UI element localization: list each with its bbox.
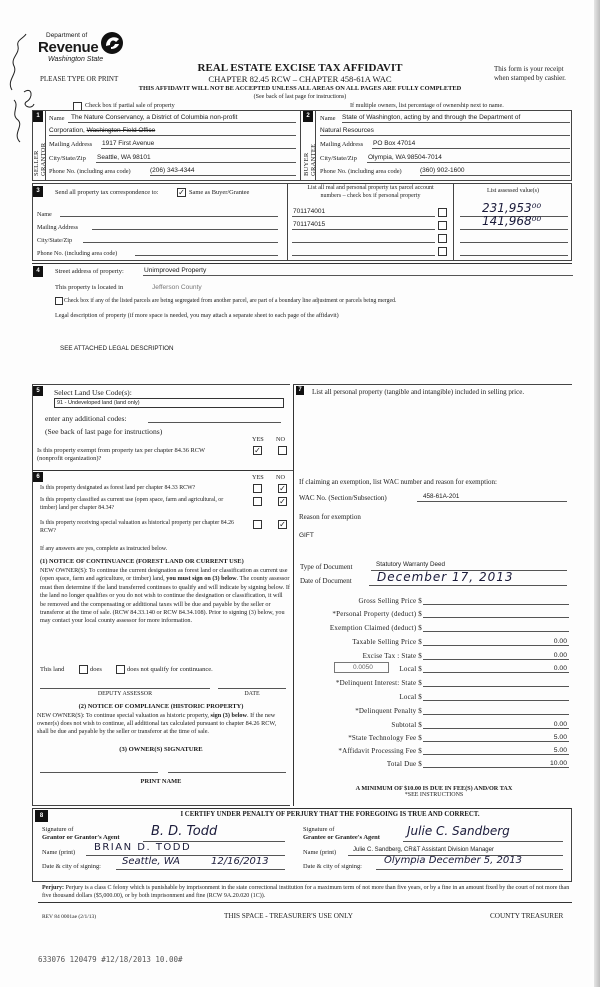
grantor-name: BRIAN D. TODD: [94, 842, 192, 853]
assessed-value-2: 141,968⁰⁰: [482, 214, 542, 228]
grantee-name-label: Name (print): [303, 849, 337, 856]
exemption-claimed-field[interactable]: [423, 623, 569, 632]
exemption-claimed-label: Exemption Claimed (deduct) $: [329, 624, 422, 632]
state-technology-fee-field[interactable]: [423, 733, 569, 742]
excise-local-field[interactable]: [423, 664, 569, 673]
taxable-selling-price-value: 0.00: [553, 638, 567, 645]
scan-edge: [594, 0, 600, 987]
exemption-instruction: If claiming an exemption, list WAC number and reason for exemption:: [299, 478, 497, 486]
deputy-assessor-line: [40, 688, 210, 689]
historical-yes-checkbox[interactable]: [253, 520, 262, 529]
seller-mailing-value: 1917 First Avenue: [102, 140, 155, 147]
corr-mailing-label: Mailing Address: [37, 224, 79, 231]
buyer-mailing-label: Mailing Address: [320, 141, 364, 148]
total-due-field[interactable]: [423, 759, 569, 768]
buyer-side-label: BUYER: [303, 152, 310, 176]
notice1-text-bold: you must sign on (3) below: [166, 575, 237, 583]
does-not-label: does not qualify for continuance.: [127, 666, 213, 673]
excise-local-value: 0.00: [553, 665, 567, 672]
parcel-number-field-4[interactable]: [292, 247, 435, 256]
seller-name-field[interactable]: [68, 113, 296, 123]
land-use-select[interactable]: [54, 398, 284, 408]
see-instructions-note: *SEE INSTRUCTIONS: [404, 792, 464, 798]
grantor-date-label: Date & city of signing:: [42, 863, 101, 870]
legal-description-label: Legal description of property (if more space is needed, you may attach a separate sheet to each page of the affidavit): [55, 313, 339, 319]
notice1-text-b: . The county assessor must then determine if the land transferred continues to qualify and will indicate by signing below. If the land no longer qualifies or you do not wish to continue the designation or classification, it will be removed and the compensating or additional taxes will be due and payable by the seller or transferor at the time of sale. (RCW 84.33.140 or RCW 84.34.108). Prior to signing (3) below, you may contact your local county assessor for more information.: [40, 575, 290, 625]
buyer-name-line2: Natural Resources: [320, 127, 374, 134]
taxable-selling-price-label: Taxable Selling Price $: [352, 638, 422, 646]
parcel-number-2: 701174015: [293, 221, 326, 228]
grantor-signature: B. D. Todd: [151, 824, 218, 839]
seller-phone-label: Phone No. (including area code): [49, 168, 131, 175]
exempt-no-checkbox[interactable]: [278, 446, 287, 455]
corr-city-field[interactable]: [83, 234, 278, 243]
logo-line3: Washington State: [48, 56, 104, 63]
does-label: does: [90, 666, 102, 673]
local-rate-value: 0.0050: [353, 664, 373, 671]
perjury-notice: [42, 884, 572, 900]
assessed-value-field-4[interactable]: [460, 247, 568, 256]
forest-land-question: Is this property designated as forest land per chapter 84.33 RCW?: [40, 485, 196, 491]
block-3-badge: 3: [33, 186, 43, 197]
corr-name-label: Name: [37, 211, 52, 218]
notice-continuance-text: [40, 567, 290, 626]
dor-logo-mark-icon: [100, 30, 124, 56]
delinquent-interest-local-label: Local $: [399, 693, 422, 701]
treasurer-stamp: 633076 120479 #12/18/2013 10.00#: [38, 955, 183, 964]
buyer-phone-field[interactable]: [420, 166, 570, 176]
gross-selling-price-label: Gross Selling Price $: [358, 597, 422, 605]
seller-name-value: The Nature Conservancy, a District of Columbia non-profit: [71, 114, 238, 121]
logo-line1: Department of: [46, 32, 88, 39]
document-type-value: Statutory Warranty Deed: [376, 561, 446, 568]
additional-codes-field[interactable]: [148, 413, 281, 423]
grantor-signature-label-1: Signature of: [42, 826, 74, 833]
county-treasurer-label: COUNTY TREASURER: [490, 912, 564, 920]
delinquent-penalty-label: *Delinquent Penalty $: [355, 707, 422, 715]
grantor-name-label: Name (print): [42, 849, 76, 856]
street-address-value: Unimproved Property: [144, 267, 207, 274]
assessor-date-line: [218, 688, 286, 689]
current-use-yes-checkbox[interactable]: [253, 497, 262, 506]
parcels-header-1: List all real and personal property tax parcel account: [307, 185, 434, 191]
subtotal-label: Subtotal $: [391, 721, 422, 729]
block-1-badge: 1: [33, 111, 43, 122]
grantor-signature-field[interactable]: [143, 824, 285, 842]
segregated-label: Check box if any of the listed parcels are being segregated from another parcel, are part of a boundary line adjustment or parcels being merged.: [64, 298, 397, 304]
personal-property-label: List all personal property (tangible and intangible) included in selling price.: [312, 388, 525, 396]
buyer-mailing-field[interactable]: [372, 139, 570, 149]
seller-phone-field[interactable]: [150, 166, 296, 176]
parcel-number-field-3[interactable]: [292, 234, 435, 243]
assessor-date-label: DATE: [244, 691, 260, 697]
land-use-no-header: NO: [276, 436, 285, 443]
owner-signature-line[interactable]: [40, 772, 158, 773]
if-yes-note: If any answers are yes, complete as instructed below.: [40, 546, 168, 552]
total-due-label: Total Due $: [386, 760, 422, 768]
deputy-assessor-label: DEPUTY ASSESSOR: [97, 691, 153, 697]
seller-mailing-label: Mailing Address: [49, 141, 93, 148]
form-title: REAL ESTATE EXCISE TAX AFFIDAVIT: [197, 62, 403, 74]
grantor-date: 12/16/2013: [211, 856, 269, 867]
notice1-text-a: NEW OWNER(S): To continue the current designation as forest land or classification as current use (open space, farm and agriculture, or timber) land,: [40, 567, 288, 583]
excise-state-field[interactable]: [423, 651, 569, 660]
block-8-badge: 8: [35, 810, 48, 822]
owner-signature-title: (3) OWNER(S) SIGNATURE: [119, 746, 203, 753]
block-2-badge: 2: [303, 111, 313, 122]
delinquent-interest-state-label: *Delinquent Interest: State $: [335, 679, 422, 687]
block-6-badge: 6: [33, 472, 43, 482]
form-subtitle: CHAPTER 82.45 RCW – CHAPTER 458-61A WAC: [208, 74, 392, 84]
located-in-label: This property is located in: [55, 284, 124, 291]
exempt-question: Is this property exempt from property tax per chapter 84.36 RCW (nonprofit organization)?: [37, 447, 205, 462]
document-date-label: Date of Document: [300, 577, 352, 585]
seller-name-label: Name: [49, 115, 65, 122]
block-7-bottom-rule: [280, 470, 293, 471]
current-use-question: Is this property classified as current use (open space, farm and agricultural, or timber) land per chapter 84.34?: [40, 497, 224, 511]
corr-phone-field[interactable]: [135, 247, 278, 256]
grantee-signature-field[interactable]: [403, 824, 563, 842]
partial-sale-label: Check box if partial sale of property: [85, 102, 175, 109]
same-as-buyer-label: Same as Buyer/Grantee: [189, 189, 250, 196]
delinquent-interest-state-field[interactable]: [423, 678, 569, 687]
corr-city-label: City/State/Zip: [37, 237, 73, 244]
exemption-reason-value[interactable]: GIFT: [299, 532, 314, 539]
excise-state-label: Excise Tax : State $: [362, 652, 422, 660]
subtotal-field[interactable]: [423, 720, 569, 729]
minimum-due-note: A MINIMUM OF $10.00 IS DUE IN FEE(S) AND/OR TAX: [355, 785, 513, 792]
see-back-note: (See back of last page for instructions): [253, 94, 347, 100]
personal-property-deduct-field[interactable]: [423, 609, 569, 618]
land-use-selected: 91 - Undeveloped land (land only): [57, 400, 140, 406]
land-use-see-back: (See back of last page for instructions): [45, 427, 163, 436]
seller-name-line2-field[interactable]: [49, 126, 296, 136]
wac-field[interactable]: [417, 492, 567, 502]
logo-line2: Revenue: [38, 39, 99, 56]
taxable-selling-price-field[interactable]: [423, 637, 569, 646]
notice2-text-a: NEW OWNER(S): To continue special valuation as historic property,: [37, 712, 211, 719]
parcels-header-2: numbers – check box if personal property: [320, 193, 421, 199]
affidavit-processing-fee-value: 5.00: [553, 747, 567, 754]
grantor-date-field[interactable]: [116, 856, 285, 870]
personal-property-deduct-label: *Personal Property (deduct) $: [332, 610, 422, 618]
grantee-name: Julie C. Sandberg, CR&T Assistant Division Manager: [353, 847, 494, 853]
seller-name-line2-text: Corporation,: [49, 127, 87, 134]
certification-title: I CERTIFY UNDER PENALTY OF PERJURY THAT THE FOREGOING IS TRUE AND CORRECT.: [180, 811, 480, 818]
correspondence-label: Send all property tax correspondence to:: [55, 189, 159, 196]
this-land-label: This land: [40, 666, 65, 673]
corr-mailing-field[interactable]: [92, 221, 278, 230]
grantee-date-label: Date & city of signing:: [303, 863, 362, 870]
parcel-number-1: 701174001: [293, 208, 326, 215]
print-name-label: PRINT NAME: [140, 778, 182, 785]
block-7-badge: 7: [296, 386, 304, 395]
seller-name-line2: [49, 127, 155, 134]
notice-compliance-text: [37, 712, 289, 735]
parcel-number-field-1[interactable]: [292, 208, 435, 217]
seller-mailing-field[interactable]: [101, 139, 296, 149]
street-address-label: Street address of property:: [55, 268, 124, 275]
county-value[interactable]: Jefferson County: [152, 284, 202, 291]
designation-no-header: NO: [276, 474, 285, 481]
block-6-top-rule: [32, 470, 293, 471]
buyer-phone-label: Phone No. (including area code): [320, 168, 402, 175]
grantee-side-label: GRANTEE: [310, 143, 317, 176]
buyer-name-field[interactable]: [342, 113, 570, 123]
receipt-note-1: This form is your receipt: [494, 65, 564, 73]
buyer-name-label: Name: [320, 115, 336, 122]
historical-no-checkbox[interactable]: ✓: [279, 520, 286, 529]
wac-label: WAC No. (Section/Subsection): [299, 494, 387, 502]
document-date-value: December 17, 2013: [377, 570, 514, 584]
multiple-owners-note: If multiple owners, list percentage of ownership next to name.: [350, 102, 504, 109]
does-qualify-checkbox[interactable]: [79, 665, 88, 674]
seller-side-label: SELLER: [33, 150, 40, 176]
wac-value: 458-61A-201: [423, 493, 460, 500]
lower-divider: [293, 384, 294, 806]
land-use-label: Select Land Use Code(s):: [54, 388, 132, 397]
notice2-text-b: . If the new owner(s) does not wish to continue, all additional tax calculated pursuant to chapter 84.26 RCW, shall be due and payable by the seller or transferor at the time of sale.: [37, 712, 277, 735]
exempt-yes-checkbox[interactable]: ✓: [254, 446, 261, 455]
buyer-city-label: City/State/Zip: [320, 155, 357, 162]
form-revision: REV 84 0001ae (2/1/13): [42, 914, 97, 920]
current-use-no-checkbox[interactable]: ✓: [279, 497, 286, 506]
land-use-yes-header: YES: [252, 436, 264, 443]
acceptance-warning: THIS AFFIDAVIT WILL NOT BE ACCEPTED UNLESS ALL AREAS ON ALL PAGES ARE FULLY COMPLETED: [138, 85, 462, 92]
assessed-value-1: 231,953⁰⁰: [482, 201, 542, 215]
assessed-divider: [453, 183, 454, 261]
parcel-personal-checkbox-3[interactable]: [438, 234, 447, 243]
grantee-signature: Julie C. Sandberg: [407, 824, 510, 838]
buyer-mailing-value: PO Box 47014: [373, 140, 416, 147]
affidavit-processing-fee-label: *Affidavit Processing Fee $: [338, 747, 422, 755]
notice2-text-bold: sign (3) below: [210, 712, 247, 719]
forest-land-no-checkbox[interactable]: ✓: [279, 484, 286, 493]
grantee-signature-label-1: Signature of: [303, 826, 335, 833]
grantor-side-label: GRANTOR: [40, 142, 47, 176]
additional-codes-label: enter any additional codes:: [45, 414, 127, 423]
same-as-buyer-checkbox[interactable]: ✓: [178, 188, 185, 197]
block-5-badge: 5: [33, 386, 43, 396]
parcel-personal-checkbox-2[interactable]: [438, 221, 447, 230]
document-type-label: Type of Document: [300, 563, 353, 571]
corr-name-field[interactable]: [60, 208, 278, 217]
gross-selling-price-field[interactable]: [423, 596, 569, 605]
grantee-date-field[interactable]: [376, 855, 563, 870]
please-type: PLEASE TYPE OR PRINT: [40, 75, 119, 83]
forest-land-yes-checkbox[interactable]: [253, 484, 262, 493]
lower-right-top-rule: [293, 384, 572, 385]
dor-logo: [38, 28, 128, 68]
parcel-number-field-2[interactable]: [292, 221, 435, 230]
seller-city-label: City/State/Zip: [49, 155, 86, 162]
grantor-signature-label-2: Grantor or Grantor's Agent: [42, 834, 120, 841]
grantee-signature-label-2: Grantee or Grantee's Agent: [303, 834, 380, 841]
does-not-qualify-checkbox[interactable]: [116, 665, 125, 674]
buyer-phone-value: (360) 902-1600: [420, 167, 465, 174]
seller-phone-value: (206) 343-4344: [150, 167, 195, 174]
seller-city-value: Seattle, WA 98101: [97, 154, 151, 161]
footer-rule: [38, 902, 572, 903]
corr-phone-label: Phone No. (including area code): [37, 250, 118, 257]
historical-question: Is this property receiving special valuation as historical property per chapter 84.26 RCW?: [40, 520, 234, 534]
affidavit-processing-fee-field[interactable]: [423, 746, 569, 755]
parcel-personal-checkbox-4[interactable]: [438, 247, 447, 256]
document-date-field[interactable]: [369, 571, 567, 586]
notice-continuance-title: (1) NOTICE OF CONTINUANCE (FOREST LAND OR CURRENT USE): [40, 558, 244, 565]
buyer-name-value: State of Washington, acting by and through the Department of: [342, 114, 521, 121]
subtotal-value: 0.00: [553, 721, 567, 728]
segregated-checkbox[interactable]: [55, 297, 63, 305]
street-address-field[interactable]: [143, 266, 573, 276]
delinquent-penalty-field[interactable]: [423, 706, 569, 715]
grantor-name-field[interactable]: [86, 842, 285, 856]
total-due-value: 10.00: [549, 760, 567, 767]
state-technology-fee-value: 5.00: [553, 734, 567, 741]
exemption-reason-label: Reason for exemption: [299, 513, 361, 521]
block-4-top-rule: [32, 263, 572, 264]
seller-name-struck-text: Washington Field Office: [86, 127, 156, 134]
parties-divider: [300, 110, 301, 181]
designation-yes-header: YES: [252, 474, 264, 481]
buyer-city-value: Olympia, WA 98504-7014: [368, 154, 442, 161]
parcel-personal-checkbox-1[interactable]: [438, 208, 447, 217]
seller-city-field[interactable]: [96, 153, 296, 163]
legal-description-value[interactable]: SEE ATTACHED LEGAL DESCRIPTION: [60, 345, 174, 352]
notice-compliance-title: (2) NOTICE OF COMPLIANCE (HISTORIC PROPERTY): [78, 703, 244, 710]
delinquent-interest-local-field[interactable]: [423, 692, 569, 701]
treasurer-use-label: THIS SPACE - TREASURER'S USE ONLY: [224, 912, 353, 920]
perjury-heading: Perjury:: [42, 885, 64, 891]
buyer-name-line2-field[interactable]: [320, 126, 570, 136]
assessed-header: List assessed value(s): [487, 188, 539, 194]
state-technology-fee-label: *State Technology Fee $: [348, 734, 422, 742]
buyer-city-field[interactable]: [367, 153, 570, 163]
grantor-city: Seattle, WA: [122, 856, 180, 867]
owner-print-name-line[interactable]: [168, 772, 286, 773]
excise-local-label: Local $: [399, 665, 422, 673]
excise-state-value: 0.00: [553, 652, 567, 659]
assessed-value-field-3[interactable]: [460, 234, 568, 243]
assessed-value-field-2[interactable]: [460, 214, 568, 230]
block-4-badge: 4: [33, 266, 43, 277]
grantee-date-city: Olympia December 5, 2013: [384, 855, 522, 866]
perjury-text: Perjury is a class C felony which is punishable by imprisonment in the state correctional institution for a maximum term of not more than five years, or by a fine in an amount fixed by the court of not more than five thousand dollars ($5,000.00), or by both imprisonment and fine (RCW 9A.20.020 (1C)).: [42, 885, 570, 899]
receipt-note-2: when stamped by cashier.: [494, 74, 566, 82]
